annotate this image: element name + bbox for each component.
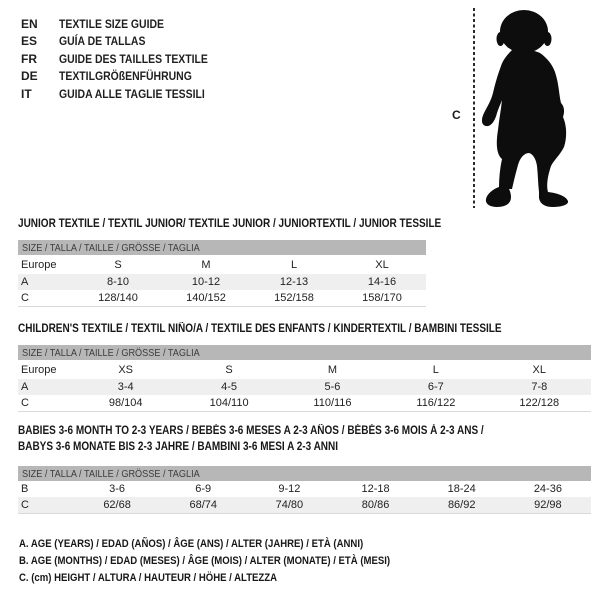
language-code: ES [21, 34, 38, 49]
size-cell: L [290, 258, 298, 271]
babies-table-title-line1: BABIES 3-6 MONTH TO 2-3 YEARS / BEBÉS 3-6 MESES A 2-3 AÑOS / BÉBÉS 3-6 MOIS À 2-3 ANS / [18, 425, 484, 437]
height-cell: 152/158 [274, 292, 314, 304]
row-label: C [18, 497, 74, 514]
height-cell: 128/140 [98, 292, 138, 304]
table-row-europe [18, 360, 591, 379]
table-row-europe [18, 255, 426, 274]
height-cell: 140/152 [186, 292, 226, 304]
size-cell: XS [118, 363, 134, 376]
size-cell: L [432, 363, 439, 376]
row-label: A [18, 379, 74, 395]
legend [19, 536, 446, 586]
age-cell: 24-36 [533, 483, 562, 495]
language-title: GUÍA DE TALLAS [59, 34, 146, 49]
language-title: TEXTILE SIZE GUIDE [59, 16, 164, 31]
table-row-age [18, 379, 591, 395]
size-header-row [18, 466, 591, 481]
babies-size-table [18, 466, 591, 514]
language-list [21, 15, 230, 103]
age-cell: 8-10 [74, 274, 162, 290]
age-cell: 4-5 [177, 379, 280, 395]
size-header-label: SIZE / TALLA / TAILLE / GRÖSSE / TAGLIA [22, 241, 200, 254]
height-cell: 104/110 [209, 397, 249, 409]
height-cell: 92/98 [505, 497, 591, 514]
size-cell: S [114, 258, 122, 271]
legend-line-age-months: B. AGE (MONTHS) / EDAD (MESES) / ÂGE (MOIS) / ALTER (MONATE) / ETÀ (MESI) [19, 555, 391, 568]
age-cell: 5-6 [281, 379, 384, 395]
row-label: A [18, 274, 74, 290]
age-cell: 10-12 [162, 274, 250, 290]
height-cell: 158/170 [362, 292, 402, 304]
size-header-label: SIZE / TALLA / TAILLE / GRÖSSE / TAGLIA [22, 346, 200, 359]
age-cell: 18-24 [447, 483, 476, 495]
age-cell: 6-9 [195, 483, 212, 495]
size-cell: M [201, 258, 211, 271]
language-code: DE [21, 69, 38, 84]
height-cell: 98/104 [108, 397, 143, 409]
language-title: GUIDE DES TAILLES TEXTILE [59, 51, 208, 66]
children-table-title: CHILDREN'S TEXTILE / TEXTIL NIÑO/A / TEXTILE DES ENFANTS / KINDERTEXTIL / BAMBINI TESSILE [18, 323, 502, 335]
table-row-age [18, 274, 426, 290]
junior-size-table [18, 240, 426, 307]
height-cell: 86/92 [419, 497, 505, 514]
height-cell: 62/68 [74, 497, 160, 514]
age-cell: 12-18 [361, 483, 390, 495]
age-cell: 9-12 [278, 483, 301, 495]
babies-table-title-line2: BABYS 3-6 MONATE BIS 2-3 JAHRE / BAMBINI 3-6 MESI A 2-3 ANNI [18, 441, 339, 453]
height-cell: 80/86 [332, 497, 418, 514]
height-cell: 68/74 [160, 497, 246, 514]
age-cell: 7-8 [488, 379, 591, 395]
size-cell: XL [532, 363, 547, 376]
size-cell: M [327, 363, 338, 376]
height-measure-dashed-line [473, 8, 475, 208]
height-measure-label: C [452, 108, 461, 122]
row-label: B [21, 483, 29, 495]
height-cell: 74/80 [246, 497, 332, 514]
size-cell: XL [375, 258, 389, 271]
legend-line-age-years: A. AGE (YEARS) / EDAD (AÑOS) / ÂGE (ANS) / ALTER (JAHRE) / ETÀ (ANNI) [19, 538, 364, 551]
language-row-fr [21, 50, 230, 68]
age-cell: 3-4 [74, 379, 177, 395]
row-label: C [21, 397, 29, 409]
junior-table-title: JUNIOR TEXTILE / TEXTIL JUNIOR/ TEXTILE JUNIOR / JUNIORTEXTIL / JUNIOR TESSILE [18, 218, 442, 230]
age-cell: 6-7 [384, 379, 487, 395]
language-code: FR [21, 51, 37, 66]
table-row-height [18, 290, 426, 307]
language-title: GUIDA ALLE TAGLIE TESSILI [59, 86, 205, 101]
age-cell: 14-16 [338, 274, 426, 290]
table-row-age-months [18, 481, 591, 497]
language-row-de [21, 68, 230, 86]
height-cell: 116/122 [416, 397, 456, 409]
toddler-silhouette [480, 8, 578, 208]
language-title: TEXTILGRÖßENFÜHRUNG [59, 69, 192, 84]
size-header-label: SIZE / TALLA / TAILLE / GRÖSSE / TAGLIA [22, 467, 200, 480]
language-row-es [21, 33, 230, 51]
row-label: C [21, 292, 29, 304]
age-cell: 12-13 [250, 274, 338, 290]
row-label: Europe [21, 258, 57, 271]
language-code: IT [21, 86, 32, 101]
size-header-row [18, 345, 591, 360]
legend-line-height: C. (cm) HEIGHT / ALTURA / HAUTEUR / HÖHE / ALTEZZA [19, 571, 278, 584]
children-size-table [18, 345, 591, 412]
table-row-height [18, 497, 591, 514]
height-cell: 122/128 [519, 397, 560, 409]
row-label: Europe [21, 363, 57, 376]
table-row-height [18, 395, 591, 412]
age-cell: 3-6 [109, 483, 126, 495]
language-code: EN [21, 16, 38, 31]
height-cell: 110/116 [313, 397, 352, 409]
size-cell: S [225, 363, 233, 376]
language-row-it [21, 85, 230, 103]
language-row-en [21, 15, 230, 33]
size-header-row [18, 240, 426, 255]
